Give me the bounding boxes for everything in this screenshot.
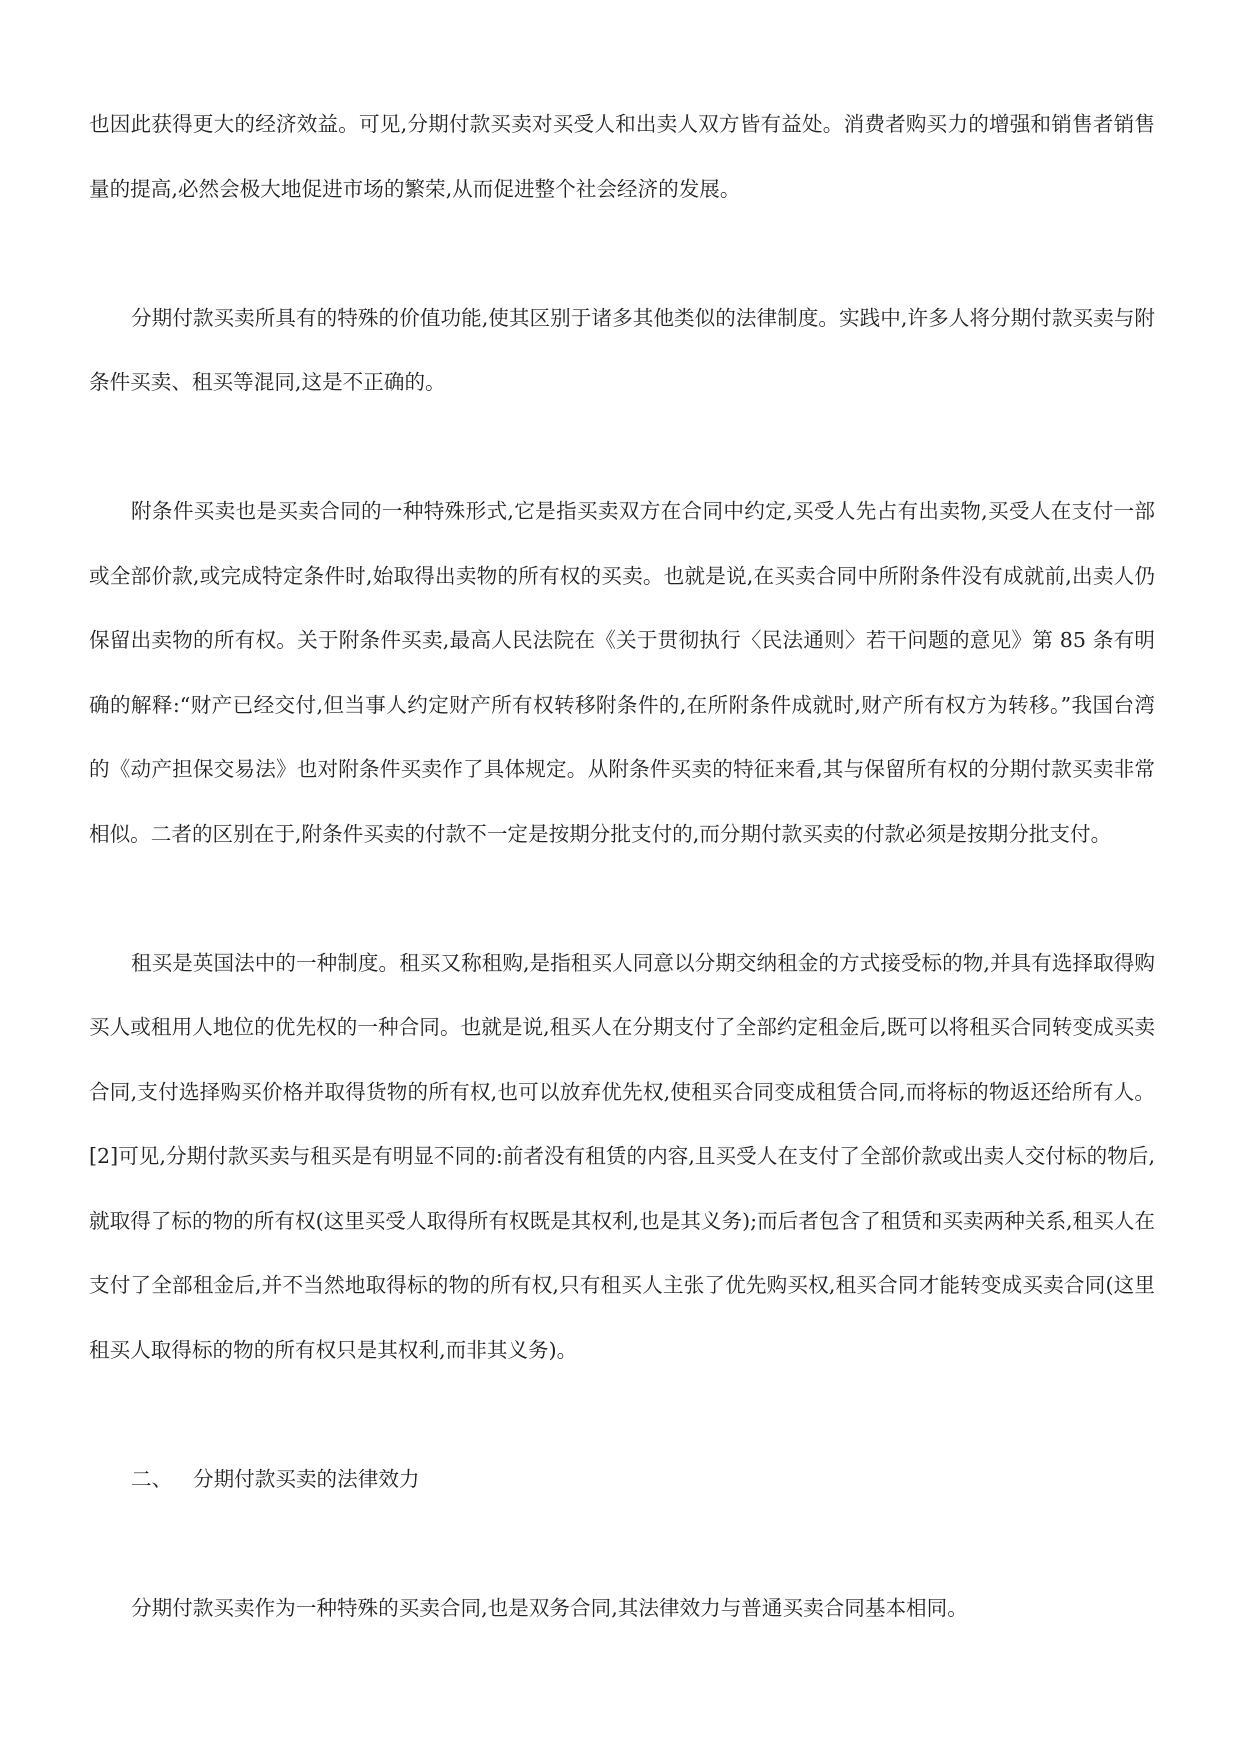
paragraph-value-function: 分期付款买卖所具有的特殊的价值功能,使其区别于诸多其他类似的法律制度。实践中,许多人将分期付款买卖与附条件买卖、租买等混同,这是不正确的。 [89, 305, 1155, 394]
paragraph-economic-benefits: 也因此获得更大的经济效益。可见,分期付款买卖对买受人和出卖人双方皆有益处。消费者购买力的增强和销售者销售量的提高,必然会极大地促进市场的繁荣,从而促进整个社会经济的发展。 [89, 112, 1155, 201]
section-number: 二、 [131, 1466, 173, 1491]
section-heading [89, 1447, 1155, 1512]
paragraph-legal-effect: 分期付款买卖作为一种特殊的买卖合同,也是双务合同,其法律效力与普通买卖合同基本相同。 [131, 1595, 968, 1620]
paragraph-hire-purchase: 租买是英国法中的一种制度。租买又称租购,是指租买人同意以分期交纳租金的方式接受标的物,并具有选择取得购买人或租用人地位的优先权的一种合同。也就是说,租买人在分期支付了全部约定租金后,既可以将租买合同转变成买卖合同,支付选择购买价格并取得货物的所有权,也可以放弃优先权,使租买合同变成租赁合同,而将标的物返还给所有人。 [2]可见,分期付款买卖与租买是有明显不同的:前者没有租赁的内容,且买受人在支付了全部价款或出卖人交付标的物后,就取得了标的物的所有权(这里买受人取得所有权既是其权利,也是其义务);而后者包含了租赁和买卖两种关系,租买人在支付了全部租金后,并不当然地取得标的物的所有权,只有租买人主张了优先购买权,租买合同才能转变成买卖合同(这里租买人取得标的物的所有权只是其权利,而非其义务)。 [89, 950, 1155, 1362]
paragraph-conditional-sale: 附条件买卖也是买卖合同的一种特殊形式,它是指买卖双方在合同中约定,买受人先占有出卖物,买受人在支付一部或全部价款,或完成特定条件时,始取得出卖物的所有权的买卖。也就是说,在买卖合同中所附条件没有成就前,出卖人仍保留出卖物的所有权。关于附条件买卖,最高人民法院在《关于贯彻执行〈民法通则〉若干问题的意见》第 85 条有明确的解释:“财产已经交付,但当事人约定财产所有权转移附条件的,在所附条件成就时,财产所有权方为转移。”我国台湾的《动产担保交易法》也对附条件买卖作了具体规定。从附条件买卖的特征来看,其与保留所有权的分期付款买卖非常相似。二者的区别在于,附条件买卖的付款不一定是按期分批支付的,而分期付款买卖的付款必须是按期分批支付。 [89, 499, 1155, 846]
document-body [89, 92, 1155, 1640]
section-title: 分期付款买卖的法律效力 [193, 1466, 420, 1491]
